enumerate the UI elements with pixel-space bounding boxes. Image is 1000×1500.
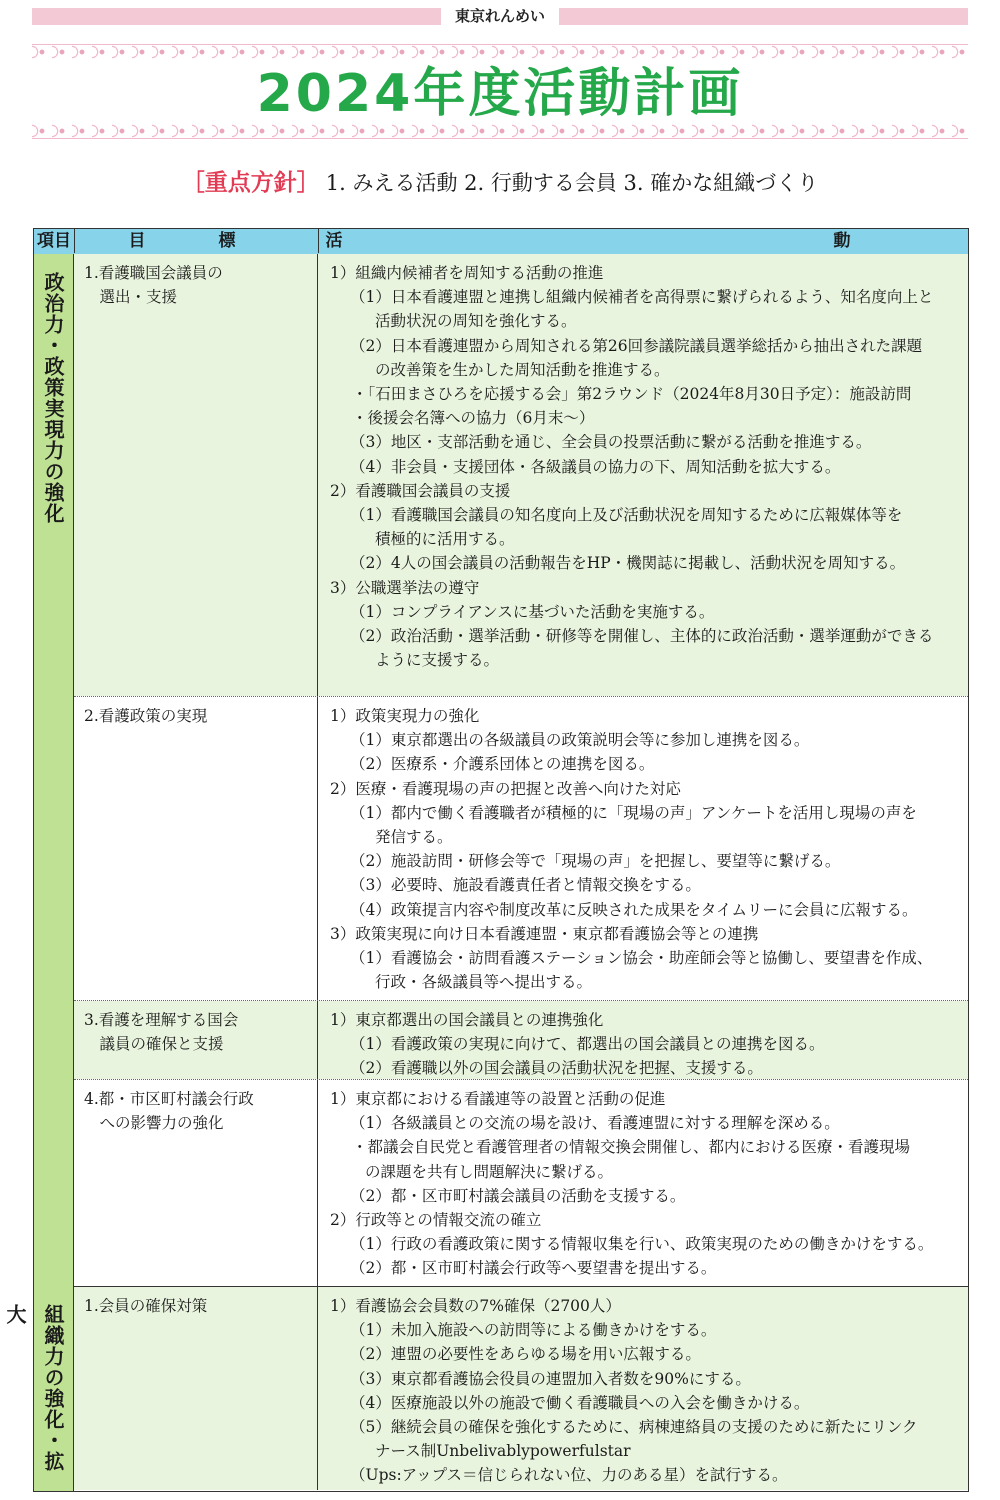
policy-line — [0, 168, 1000, 198]
category-political — [34, 254, 74, 1286]
activity-line: 1）東京都における看議連等の設置と活動の促進 — [330, 1090, 666, 1108]
activity-cell — [318, 1080, 968, 1286]
activity-cell — [318, 1001, 968, 1079]
activity-line: （1）行政の看護政策に関する情報収集を行い、政策実現のための働きかけをする。 — [350, 1235, 934, 1254]
goal-line: 議員の確保と支援 — [84, 1035, 224, 1053]
activity-line: （4）非会員・支援団体・各級議員の協力の下、周知活動を拡大する。 — [350, 457, 841, 476]
activity-line: 2）看護職国会議員の支援 — [330, 481, 511, 500]
activity-line: （3）東京都看護協会役員の連盟加入者数を90%にする。 — [350, 1369, 751, 1388]
activity-line: （1）各級議員との交流の場を設け、看護連盟に対する理解を深める。 — [350, 1114, 840, 1133]
activity-line: ・「石田まさひろを応援する会」第2ラウンド（2024年8月30日予定）：施設訪問 — [352, 385, 912, 404]
table-header — [34, 229, 968, 255]
column-header-activity: 活 動 — [325, 231, 961, 251]
activity-table — [3, 228, 969, 1492]
activity-line: 1）看護協会会員数の7%確保（2700人） — [330, 1297, 621, 1315]
activity-line: （2）日本看護連盟から周知される第26回参議院議員選挙総括から抽出された課題 — [350, 336, 923, 355]
category-organization — [3, 1286, 74, 1491]
activity-cell — [318, 697, 968, 1000]
activity-line: 1）組織内候補者を周知する活動の推進 — [330, 264, 604, 282]
policy-text: 1. みえる活動 2. 行動する会員 3. 確かな組織づくり — [325, 171, 819, 195]
activity-line: （1）コンプライアンスに基づいた活動を実施する。 — [350, 602, 715, 621]
goal-line: 2.看護政策の実現 — [84, 707, 208, 725]
category-label: 政治力・政策実現力の強化 — [41, 272, 65, 524]
activity-line: （3）地区・支部活動を通じ、全会員の投票活動に繋がる活動を推進する。 — [350, 433, 872, 452]
goal-line: への影響力の強化 — [84, 1114, 224, 1132]
goal-cell — [74, 254, 318, 696]
header-bar — [32, 8, 968, 25]
activity-line: （2）看護職以外の国会議員の活動状況を把握、支援する。 — [350, 1059, 763, 1078]
activity-line: （2）都・区市町村議会議員の活動を支援する。 — [350, 1186, 686, 1205]
activity-line: （2）連盟の必要性をあらゆる場を用い広報する。 — [350, 1345, 701, 1364]
goal-line: 3.看護を理解する国会 — [84, 1011, 239, 1029]
activity-line: 行政・各級議員等へ提出する。 — [375, 973, 593, 992]
activity-line: 3）政策実現に向け日本看護連盟・東京都看護協会等との連携 — [330, 924, 759, 943]
activity-line: （1）看護政策の実現に向けて、都選出の国会議員との連携を図る。 — [350, 1035, 825, 1054]
activity-cell — [318, 1287, 968, 1490]
table-row — [74, 1287, 968, 1490]
column-header-goal: 目 標 — [74, 229, 319, 253]
activity-line: ように支援する。 — [375, 651, 500, 670]
activity-line: （4）医療施設以外の施設で働く看護職員への入会を働きかける。 — [350, 1393, 810, 1412]
goal-cell — [74, 697, 318, 1000]
activity-line: （4）政策提言内容や制度改革に反映された成果をタイムリーに会員に広報する。 — [350, 900, 918, 919]
activity-line: （1）東京都選出の各級議員の政策説明会等に参加し連携を図る。 — [350, 731, 810, 750]
column-header-item: 項目 — [34, 229, 75, 253]
activity-line: （3）必要時、施設看護責任者と情報交換をする。 — [350, 876, 701, 895]
activity-line: （2）4人の国会議員の活動報告をHP・機関誌に掲載し、活動状況を周知する。 — [350, 554, 906, 573]
goal-line: 1.看護職国会議員の — [84, 264, 223, 282]
activity-line: 2）医療・看護現場の声の把握と改善へ向けた対応 — [330, 779, 681, 798]
activity-line: 積極的に活用する。 — [375, 530, 515, 549]
activity-line: （5）継続会員の確保を強化するために、病棟連絡員の支援のために新たにリンク — [350, 1418, 918, 1437]
activity-line: 活動状況の周知を強化する。 — [375, 312, 577, 331]
activity-line: （1）未加入施設への訪問等による働きかけをする。 — [350, 1321, 717, 1340]
table-row — [74, 1080, 968, 1286]
activity-line: （1）看護協会・訪問看護ステーション協会・助産師会等と協働し、要望書を作成、 — [350, 949, 933, 968]
activity-line: 3）公職選挙法の遵守 — [330, 578, 480, 597]
publication-name: 東京れんめい — [441, 8, 559, 25]
goal-line: 1.会員の確保対策 — [84, 1297, 208, 1315]
activity-line: の課題を共有し問題解決に繋げる。 — [365, 1162, 614, 1181]
goal-cell — [74, 1287, 318, 1490]
activity-cell — [318, 254, 968, 696]
activity-line: （1）日本看護連盟と連携し組織内候補者を高得票に繋げられるよう、知名度向上と — [350, 288, 934, 307]
goal-cell — [74, 1001, 318, 1079]
activity-line: 1）政策実現力の強化 — [330, 707, 480, 725]
goal-line: 4.都・市区町村議会行政 — [84, 1090, 254, 1108]
activity-line: （2）政治活動・選挙活動・研修等を開催し、主体的に政治活動・選挙運動ができる — [350, 627, 934, 646]
activity-line: 発信する。 — [375, 828, 453, 847]
activity-line: （1）看護職国会議員の知名度向上及び活動状況を周知するために広報媒体等を — [350, 506, 903, 525]
activity-line: の改善策を生かした周知活動を推進する。 — [375, 360, 670, 379]
category-label: 組織力の強化・拡大 — [3, 1304, 65, 1472]
activity-line: （2）施設訪問・研修会等で「現場の声」を把握し、要望等に繋げる。 — [350, 852, 841, 871]
activity-line: （2）医療系・介護系団体との連携を図る。 — [350, 755, 655, 774]
lace-border-bottom — [32, 124, 968, 139]
activity-line: ・後援会名簿への協力（6月末～） — [352, 409, 595, 428]
activity-line: （Ups:アップス＝信じられない位、力のある星）を試行する。 — [350, 1466, 788, 1485]
goal-line: 選出・支援 — [84, 288, 178, 306]
activity-line: 2）行政等との情報交流の確立 — [330, 1211, 542, 1230]
activity-line: （1）都内で働く看護職者が積極的に「現場の声」アンケートを活用し現場の声を — [350, 803, 917, 822]
lace-border-top — [32, 44, 968, 59]
activity-line: ・都議会自民党と看護管理者の情報交換会開催し、都内における医療・看護現場 — [352, 1138, 911, 1157]
table-row — [74, 1001, 968, 1079]
activity-line: （2）都・区市町村議会行政等へ要望書を提出する。 — [350, 1259, 717, 1278]
goal-cell — [74, 1080, 318, 1286]
table-row — [74, 254, 968, 696]
table-row — [74, 697, 968, 1000]
policy-label: ［重点方針］ — [181, 170, 320, 196]
activity-line: 1）東京都選出の国会議員との連携強化 — [330, 1011, 604, 1029]
activity-line: ナース制Unbelivablypowerfulstar — [375, 1442, 631, 1461]
page-title: 2024年度活動計画 — [256, 64, 744, 124]
